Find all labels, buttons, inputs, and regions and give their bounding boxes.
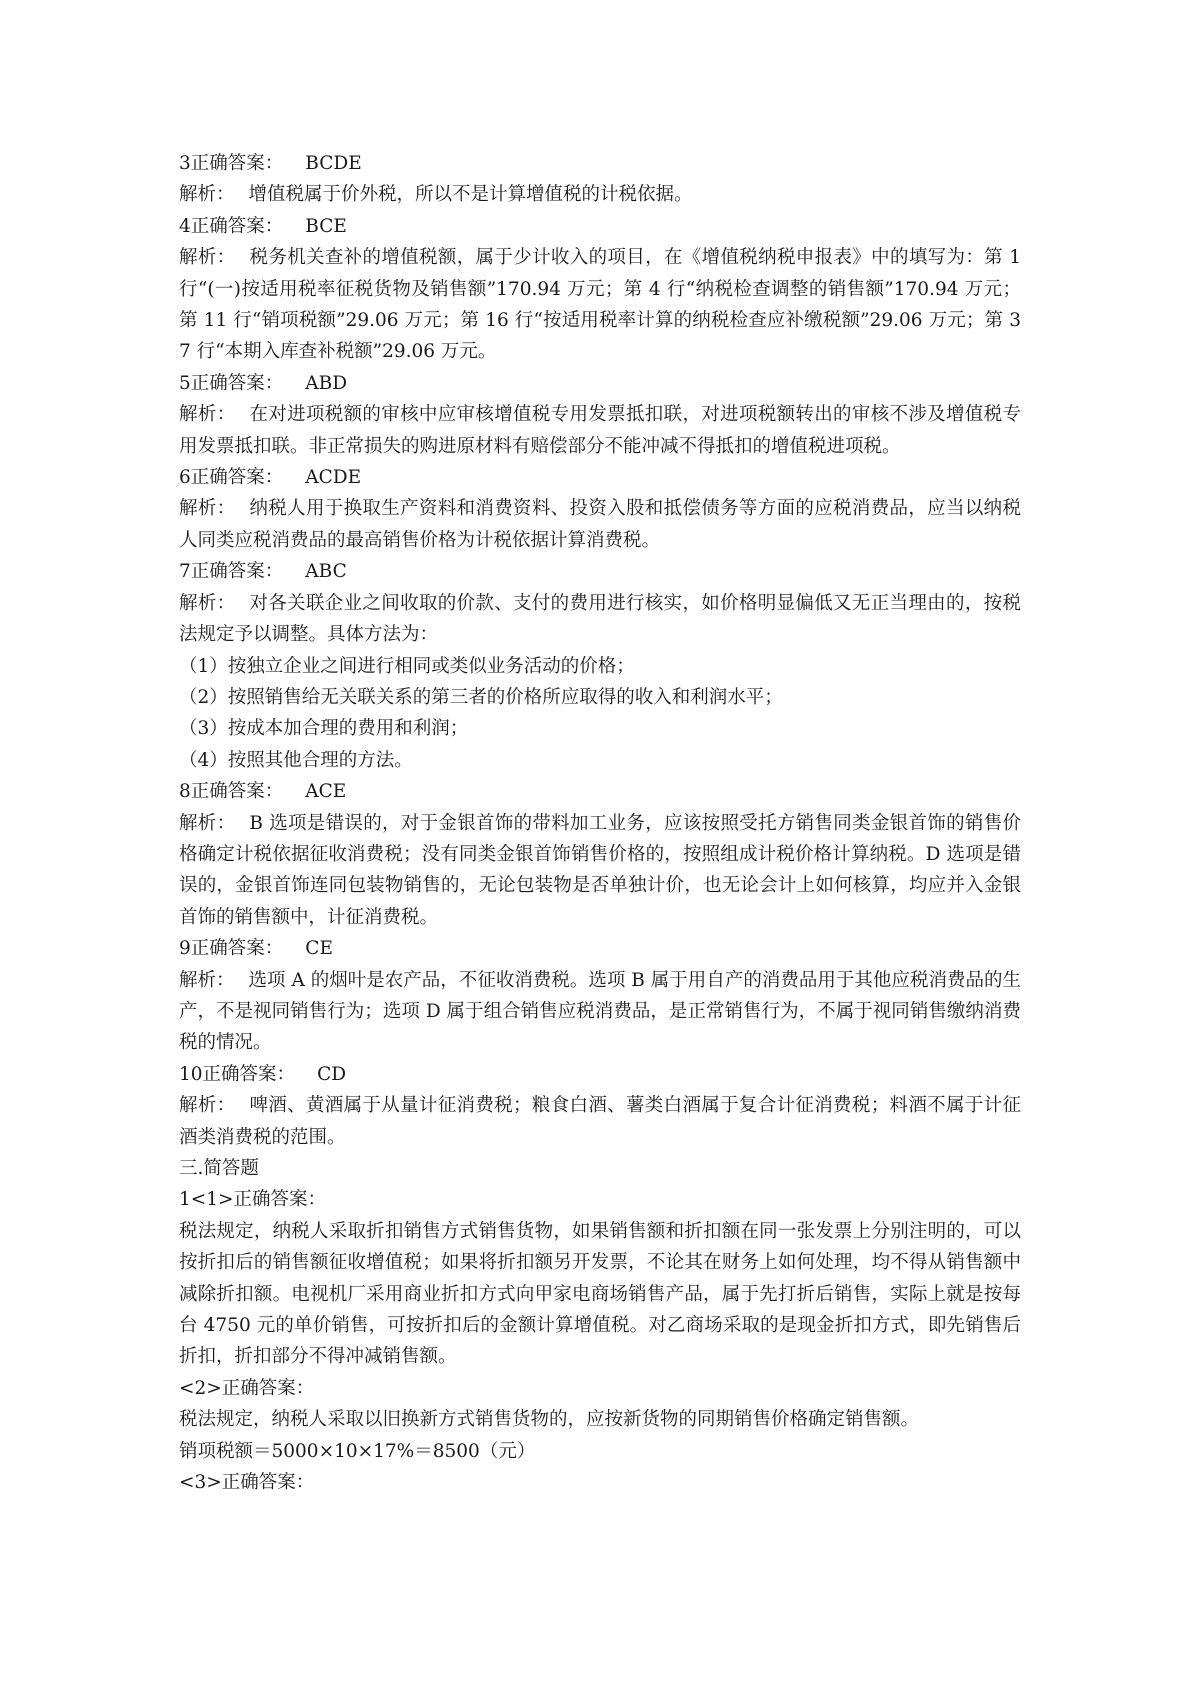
- answer-line: [179, 1059, 1021, 1090]
- question-number: 5: [179, 372, 191, 394]
- answer-value: ABC: [305, 561, 347, 583]
- analysis-text: 啤酒、黄酒属于从量计征消费税；粮食白酒、薯类白酒属于复合计征消费税；料酒不属于计征酒类消费税的范围。: [179, 1095, 1021, 1148]
- answer-value: ACE: [305, 781, 347, 803]
- sub-answer-text: 税法规定，纳税人采取折扣销售方式销售货物，如果销售额和折扣额在同一张发票上分别注明的，可以按折扣后的销售额征收增值税；如果将折扣额另开发票，不论其在财务上如何处理，均不得从销售额中减除折扣额。电视机厂采用商业折扣方式向甲家电商场销售产品，属于先打折后销售，实际上就是按每台 4750 元的单价销售，可按折扣后的金额计算增值税。对乙商场采取的是现金折扣方式，即先销售后折扣，折扣部分不得冲减销售额。: [179, 1220, 1021, 1368]
- answer-line: [179, 211, 1021, 242]
- answer-label: 正确答案：: [190, 467, 284, 489]
- question-number: 9: [179, 938, 191, 960]
- answer-label: 正确答案：: [190, 938, 284, 960]
- question-number: 10: [179, 1063, 203, 1085]
- answer-value: ABD: [305, 372, 348, 394]
- method-list-item: （4）按照其他合理的方法。: [179, 749, 413, 771]
- answer-line: [179, 776, 1021, 807]
- answer-label: 正确答案：: [202, 1063, 296, 1085]
- analysis-text: 纳税人用于换取生产资料和消费资料、投资入股和抵偿债务等方面的应税消费品，应当以纳税人同类应税消费品的最高销售价格为计税依据计算消费税。: [179, 498, 1021, 551]
- analysis-label: 解析：: [179, 247, 236, 269]
- answer-line: [179, 462, 1021, 493]
- question-number: 3: [179, 153, 191, 174]
- sub-answer-text: 税法规定，纳税人采取以旧换新方式销售货物的，应按新货物的同期销售价格确定销售额。: [179, 1409, 920, 1431]
- sub-answer-heading: <2>正确答案：: [179, 1377, 315, 1399]
- question-number: 4: [179, 215, 191, 237]
- analysis-text: 在对进项税额的审核中应审核增值税专用发票抵扣联，对进项税额转出的审核不涉及增值税专用发票抵扣联。非正常损失的购进原材料有赔偿部分不能冲减不得抵扣的增值税进项税。: [179, 404, 1021, 457]
- answer-line: [179, 556, 1021, 587]
- analysis-paragraph: [179, 242, 1021, 368]
- analysis-paragraph: [179, 179, 1021, 210]
- answer-value: BCE: [305, 215, 347, 237]
- analysis-paragraph: [179, 808, 1021, 934]
- analysis-label: 解析：: [179, 404, 236, 426]
- answer-value: CE: [305, 938, 333, 960]
- analysis-paragraph: [179, 965, 1021, 1059]
- formula-line: 销项税额＝5000×10×17%＝8500（元）: [179, 1440, 536, 1462]
- method-list-item: （1）按独立企业之间进行相同或类似业务活动的价格；: [179, 655, 635, 677]
- analysis-text: B 选项是错误的，对于金银首饰的带料加工业务，应该按照受托方销售同类金银首饰的销售价格确定计税依据征收消费税；没有同类金银首饰销售价格的，按照组成计税价格计算纳税。D 选项是错误的，金银首饰连同包装物销售的，无论包装物是否单独计价，也无论会计上如何核算，均应并入金银首饰的销售额中，计征消费税。: [179, 812, 1021, 928]
- answer-label: 正确答案：: [190, 781, 284, 803]
- analysis-label: 解析：: [179, 1095, 236, 1117]
- question-number: 8: [179, 781, 191, 803]
- method-list-item: （3）按成本加合理的费用和利润；: [179, 718, 469, 740]
- answer-label: 正确答案：: [190, 215, 284, 237]
- answer-line: [179, 933, 1021, 964]
- analysis-label: 解析：: [179, 592, 236, 614]
- sub-answer-heading: 1<1>正确答案：: [179, 1189, 327, 1211]
- analysis-paragraph: [179, 493, 1021, 556]
- analysis-label: 解析：: [179, 812, 236, 834]
- analysis-text: 税务机关查补的增值税额，属于少计收入的项目，在《增值税纳税申报表》中的填写为：第 1 行“(一)按适用税率征税货物及销售额”170.94 万元；第 4 行“纳税检查调整的销售额”170.94 万元；第 11 行“销项税额”29.06 万元；第 16 行“按适用税率计算的纳税检查应补缴税额”29.06 万元；第 37 行“本期入库查补税额”29.06 万元。: [179, 247, 1021, 363]
- analysis-text: 增值税属于价外税，所以不是计算增值税的计税依据。: [248, 184, 693, 206]
- analysis-label: 解析：: [179, 498, 236, 520]
- document-body: [179, 148, 1021, 1498]
- sub-answer-heading: <3>正确答案：: [179, 1472, 315, 1494]
- answer-label: 正确答案：: [190, 153, 284, 174]
- answer-value: ACDE: [305, 467, 362, 489]
- answer-line: [179, 148, 1021, 179]
- answer-label: 正确答案：: [190, 372, 284, 394]
- answer-label: 正确答案：: [190, 561, 284, 583]
- analysis-label: 解析：: [179, 969, 235, 991]
- method-list-item: （2）按照销售给无关联关系的第三者的价格所应取得的收入和利润水平；: [179, 686, 783, 708]
- answer-line: [179, 368, 1021, 399]
- analysis-text: 对各关联企业之间收取的价款、支付的费用进行核实，如价格明显偏低又无正当理由的，按税法规定予以调整。具体方法为：: [179, 592, 1021, 646]
- analysis-paragraph: [179, 1090, 1021, 1153]
- question-number: 7: [179, 561, 191, 583]
- question-number: 6: [179, 467, 191, 489]
- analysis-label: 解析：: [179, 184, 235, 206]
- answer-value: BCDE: [305, 153, 362, 174]
- analysis-text: 选项 A 的烟叶是农产品，不征收消费税。选项 B 属于用自产的消费品用于其他应税消费品的生产，不是视同销售行为；选项 D 属于组合销售应税消费品，是正常销售行为，不属于视同销售缴纳消费税的情况。: [179, 969, 1021, 1054]
- analysis-paragraph: [179, 399, 1021, 462]
- section-title: 三.简答题: [179, 1158, 259, 1179]
- analysis-paragraph: [179, 588, 1021, 651]
- answer-value: CD: [317, 1063, 347, 1085]
